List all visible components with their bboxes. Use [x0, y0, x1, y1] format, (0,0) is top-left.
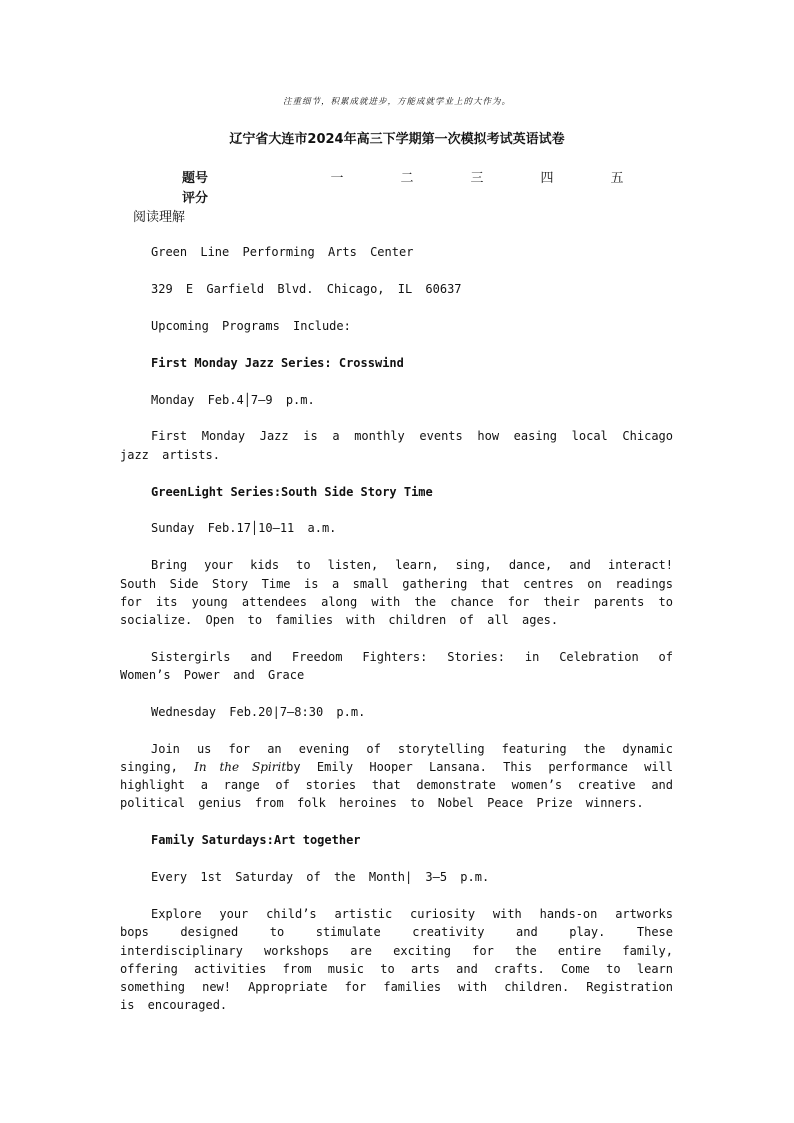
section-title: 阅读理解 [133, 210, 186, 225]
table-row [182, 186, 652, 206]
score-cell [302, 186, 372, 206]
score-cell [372, 186, 442, 206]
score-cell [512, 186, 582, 206]
program-description [120, 740, 673, 813]
program-time: Wednesday Feb.20|7—8:30 p.m. [151, 704, 366, 719]
programs-intro: Upcoming Programs Include: [151, 318, 351, 333]
venue-name: Green Line Performing Arts Center [151, 245, 414, 259]
description-text: by Emily Hooper Lansana. This performance will highlight a range of stories that demonstrate women’s creative and political genius from folk heroines to Nobel Peace Prize winners. [120, 760, 673, 811]
passage [120, 243, 673, 1033]
description-text: Join us for an evening of storytelling featuring the dynamic singing, [120, 741, 673, 775]
book-title: In the Spirit [194, 760, 287, 775]
program-title: First Monday Jazz Series: Crosswind [151, 355, 404, 370]
program-title: GreenLight Series:South Side Story Time [151, 484, 433, 499]
column-header: 二 [400, 170, 414, 186]
score-cell [582, 186, 652, 206]
question-number-label: 题号 [182, 170, 209, 186]
column-header: 一 [330, 170, 344, 186]
score-cell [442, 186, 512, 206]
program-description: Explore your child’s artistic curiosity with hands-on artworks bops designed to stimulate creativity and play. These interdisciplinary workshops are exciting for the entire family, offering activities from music to arts and crafts. Come to learn something new! Appropriate for families with children. Registration is encouraged. [120, 907, 673, 1013]
program-title: Sistergirls and Freedom Fighters: Stories: in Celebration of Women’s Power and Grace [120, 649, 673, 683]
program-description: First Monday Jazz is a monthly events how easing local Chicago jazz artists. [120, 429, 673, 462]
program-description: Bring your kids to listen, learn, sing, dance, and interact! South Side Story Time is a small gathering that centres on readings for its young attendees along with the chance for their parents to socialize. Open to families with children of all ages. [120, 558, 673, 627]
program-time: Monday Feb.4│7—9 p.m. [151, 392, 315, 407]
program-time: Sunday Feb.17│10—11 a.m. [151, 521, 337, 536]
score-table [182, 166, 652, 206]
score-label: 评分 [182, 190, 209, 206]
header-motto: 注重细节，积累成就进步，方能成就学业上的大作为。 [282, 97, 511, 107]
column-header: 五 [610, 170, 624, 186]
program-time: Every 1st Saturday of the Month| 3—5 p.m. [151, 870, 490, 885]
column-header: 三 [470, 170, 484, 186]
page-title: 辽宁省大连市2024年高三下学期第一次模拟考试英语试卷 [229, 132, 565, 147]
program-title: Family Saturdays:Art together [151, 833, 361, 848]
column-header: 四 [540, 170, 554, 186]
venue-address: 329 E Garfield Blvd. Chicago, IL 60637 [151, 281, 462, 296]
table-row [182, 166, 652, 186]
